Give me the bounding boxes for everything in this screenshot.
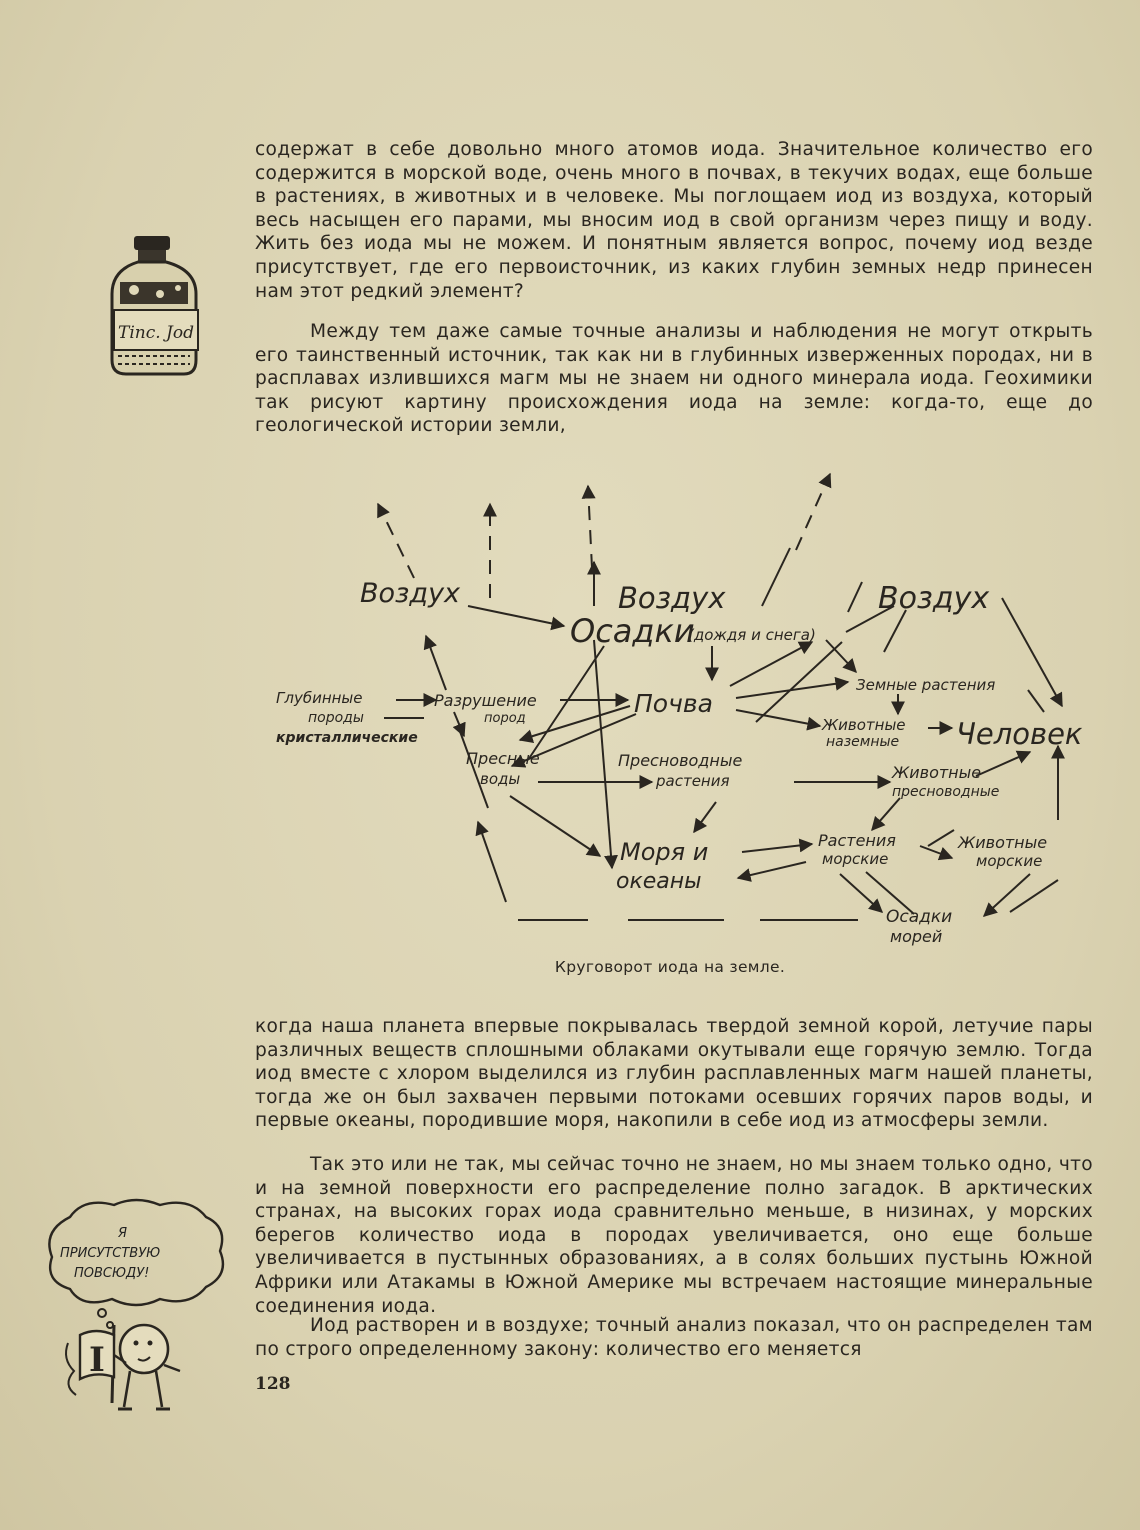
arrow-osadki-to-morya	[594, 640, 612, 868]
arrow-zemnye-to-chelovek	[1028, 690, 1044, 712]
arrow-escape-3	[588, 486, 592, 568]
arrow-presnovodnye-rast-to-morya	[694, 802, 716, 832]
node-zhivotnye-morskie-line-1: Животные	[958, 833, 1048, 852]
node-osadki-note: (дождя и снега)	[688, 626, 816, 644]
node-glubinnye-line-3: кристаллические	[276, 730, 418, 746]
mascot-letter: I	[89, 1340, 105, 1380]
node-razrushenie-line-2: пород	[484, 711, 526, 726]
paragraph-2: Между тем даже самые точные анализы и наблюдения не могут открыть его таинственный источник, так как ни в глубинных изверженных породах, ни в расплавах излившихся магм мы не знаем ни одного минерала иода. Геохимики так рисуют картину происхождения иода на земле: когда-то, еще до геологической истории земли,	[255, 321, 1093, 437]
arrow-return-up	[478, 822, 506, 902]
arrow-pochva-to-air	[730, 642, 812, 686]
node-osadki-morey-line-2: морей	[890, 927, 943, 946]
node-morya-line-1: Моря и	[620, 838, 709, 866]
node-zhivotnye-nazemnye-line-2: наземные	[826, 734, 900, 750]
node-presnye-vody-line-1: Пресные	[466, 749, 540, 768]
paragraph-4: Так это или не так, мы сейчас точно не знаем, но мы знаем только одно, что и на земной поверхности его распределение полно загадок. В арктических странах, на высоких горах иода сравнительно меньше, в низинах, у морских берегов количество иода в породах увеличивается, оно еще больше увеличивается в пустынных образованиях, а в солях больших пустынь Южной Африки или Атакамы в Южной Америке мы встречаем настоящие минеральные соединения иода.	[255, 1154, 1093, 1317]
paragraph-3: когда наша планета впервые покрывалась твердой земной корой, летучие пары различных веществ сплошными облаками окутывали еще горячую землю. Тогда иод вместе с хлором выделился из глубин расплавленных магм нашей планеты, тогда же он был захвачен первыми потоками осевших горячих паров воды, и первые океаны, породившие моря, накопили в себе иод из атмосферы земли.	[255, 1016, 1093, 1132]
arrow-zhivotnye-to-rasteniya	[928, 830, 954, 846]
node-zhivotnye-presnovodnye-line-2: пресноводные	[892, 784, 1000, 800]
paragraph-1: содержат в себе довольно много атомов иода. Значительное количество его содержится в морской воде, очень много в почвах, в текучих водах, еще больше в растениях, в животных и в человеке. Мы поглощаем иод из воздуха, который весь насыщен его парами, мы вносим иод в свой организм через пищу и воду. Жить без иода мы не можем. И понятным является вопрос, почему иод везде присутствует, где его первоисточник, из каких глубин земных недр принесен нам этот редкий элемент?	[255, 139, 1093, 302]
arrow-pochva-to-zhivotnye	[736, 710, 820, 726]
arrow-escape-4	[796, 474, 830, 550]
speech-bubble-line-3: ПОВСЮДУ!	[74, 1266, 150, 1281]
arrow-morya-to-rasteniya	[742, 844, 812, 852]
node-glubinnye-line-2: породы	[308, 710, 364, 726]
arrow-zhivotnye-presn-to-morskie	[872, 798, 900, 830]
mascot-head	[120, 1325, 168, 1373]
node-chelovek: Человек	[956, 717, 1083, 751]
node-zhivotnye-morskie-line-2: морские	[976, 852, 1043, 870]
arrow-razrushenie-to-presnye	[454, 712, 464, 736]
node-morya-line-2: океаны	[616, 869, 702, 894]
speech-bubble-line-2: ПРИСУТСТВУЮ	[60, 1246, 161, 1261]
paragraph-5: Иод растворен и в воздухе; точный анализ показал, что он распределен там по строго определенному закону: количество его меняется	[255, 1315, 1093, 1360]
node-glubinnye-line-1: Глубинные	[276, 689, 363, 707]
speech-bubble-line-1: Я	[118, 1226, 128, 1241]
node-pochva: Почва	[634, 689, 713, 718]
node-presnovodnye-rasteniya-line-2: растения	[656, 772, 730, 790]
node-zhivotnye-presnovodnye-line-1: Животные	[892, 763, 982, 782]
diagram-caption: Круговорот иода на земле.	[554, 958, 786, 976]
arrow-presnovodnye-zhivotnye-to-chelovek	[976, 752, 1030, 776]
node-zemnye-rasteniya: Земные растения	[856, 676, 996, 694]
arrow-osadki-to-zemnye	[826, 640, 856, 672]
node-zhivotnye-nazemnye-line-1: Животные	[822, 716, 906, 734]
node-rasteniya-morskie-line-2: морские	[822, 850, 889, 868]
iodine-mascot-illustration	[40, 1195, 230, 1425]
node-rasteniya-morskie-line-1: Растения	[818, 831, 896, 850]
arrow-air-to-chelovek	[1002, 598, 1062, 706]
arrow-presnye-to-morya	[510, 796, 600, 856]
arrow-air-left-to-osadki	[468, 606, 564, 626]
node-razrushenie-line-1: Разрушение	[434, 691, 537, 710]
page-number: 128	[255, 1374, 291, 1394]
node-vozdukh-left: Воздух	[360, 578, 461, 609]
node-osadki: Осадки	[570, 612, 695, 650]
arrow-rasteniya-to-morya	[738, 862, 806, 878]
arrow-pochva-to-zemnye	[736, 682, 848, 698]
node-vozdukh-right: Воздух	[878, 581, 990, 616]
diagram-labels	[276, 578, 1083, 946]
arrow-zhivotnye-to-osadki	[984, 874, 1030, 916]
bottle-label: Tinc. Jod	[118, 323, 194, 343]
arrow-razrushenie-to-air	[426, 636, 446, 690]
node-vozdukh-center: Воздух	[618, 581, 726, 615]
node-presnovodnye-rasteniya-line-1: Пресноводные	[618, 751, 743, 770]
node-osadki-morey-line-1: Осадки	[886, 907, 953, 927]
arrow-escape-1	[378, 504, 414, 578]
arrow-rasteniya-to-zhivotnye	[920, 846, 952, 858]
node-presnye-vody-line-2: воды	[480, 770, 521, 788]
